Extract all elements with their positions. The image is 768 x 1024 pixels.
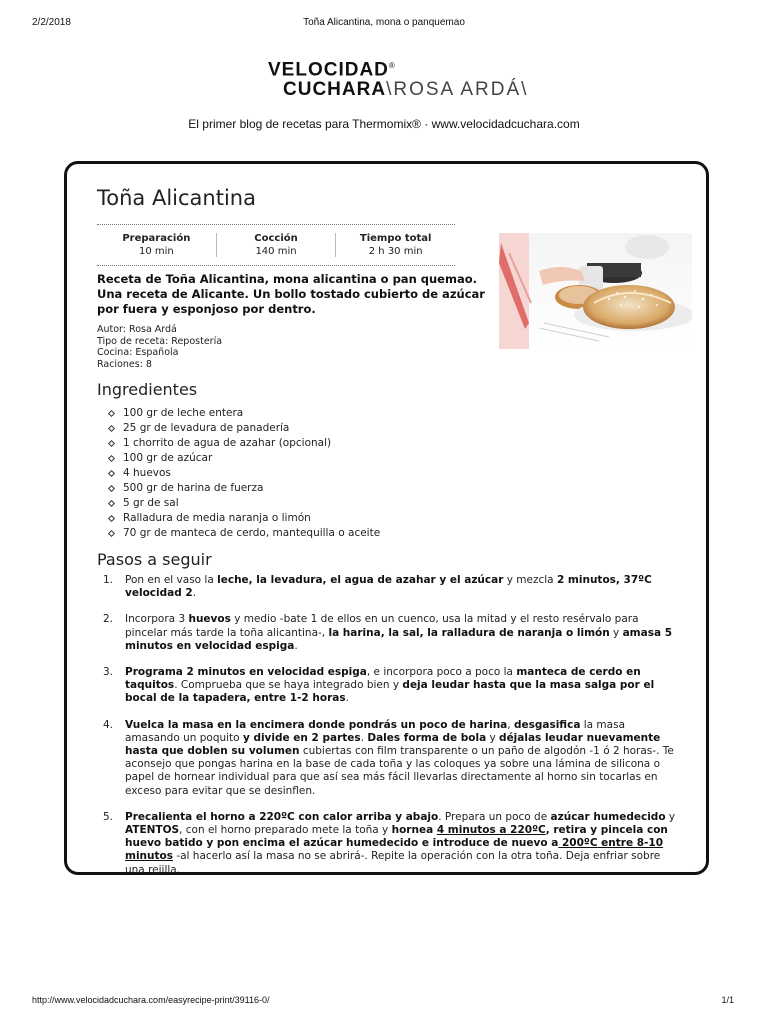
steps-heading: Pasos a seguir [97, 550, 212, 569]
time-value: 10 min [138, 246, 174, 257]
step-fragment: , con el horno preparado mete la toña y [179, 824, 392, 837]
site-logo[interactable] [268, 56, 528, 100]
logo-line2-sub: \ROSA ARDÁ\ [386, 79, 529, 101]
step-emphasis: 4 minutos a 220ºC [436, 824, 546, 837]
step-fragment: cubiertas con film transparente o un paño de algodón -1 ó 2 horas-. Te aconsejo que pongas harina en la base de cada toña y las coloques ya sobre una lámina de silicona o papel de hornear individual para que así sea más fácil llevarlas directamente al horno sin tocarlas en exceso para evitar que se desinflen. [125, 745, 674, 797]
ingredient-item: 4 huevos [105, 466, 380, 481]
recipe-times [97, 224, 455, 266]
step-text [125, 719, 674, 797]
step-fragment: . [345, 692, 349, 705]
recipe-photo [499, 233, 692, 349]
recipe-card [64, 161, 709, 875]
step-emphasis: Vuelca la masa en la encimera donde pondrás un poco de harina [125, 718, 508, 731]
recipe-details [97, 324, 222, 370]
step-fragment: y mezcla [503, 574, 557, 586]
footer-url[interactable]: http://www.velocidadcuchara.com/easyrecipe-print/39116-0/ [32, 995, 270, 1005]
step-fragment: Pon en el vaso la [125, 574, 218, 586]
step-number: 1. [103, 574, 114, 586]
time-label: Cocción [254, 233, 298, 244]
step-emphasis: , retira y pincela con huevo batido y pon encima el azúcar humedecido e introduce de nuevo a [125, 824, 668, 850]
footer-page-number: 1/1 [721, 995, 734, 1005]
step-text [125, 574, 652, 599]
step-emphasis: 200ºC entre 8-10 minutos [125, 837, 664, 863]
time-label: Preparación [122, 233, 191, 244]
detail-type: Tipo de receta: Repostería [97, 335, 223, 347]
step-fragment: , [507, 718, 514, 731]
step-emphasis: amasa 5 minutos en velocidad espiga [125, 626, 673, 652]
ingredient-item: Ralladura de media naranja o limón [105, 511, 380, 526]
step-emphasis: la harina, la sal, la ralladura de naranja o limón [328, 626, 610, 639]
recipe-title: Toña Alicantina [97, 186, 256, 210]
step-number: 5. [103, 810, 114, 823]
step-emphasis: Dales forma de bola [367, 731, 487, 744]
step-text [125, 811, 675, 876]
step-number: 4. [103, 718, 114, 731]
step-fragment: y [486, 731, 500, 744]
step-fragment: . Prepara un poco de [438, 810, 551, 823]
step-emphasis: hornea [391, 824, 437, 837]
step-emphasis: huevos [188, 613, 231, 626]
ingredient-item: 25 gr de levadura de panadería [105, 421, 380, 436]
step-fragment: . Comprueba que se haya integrado bien y [174, 679, 403, 692]
logo-line1: VELOCIDAD [268, 59, 389, 81]
steps-list [103, 574, 683, 890]
step-emphasis: y divide en 2 partes [242, 731, 361, 744]
step-emphasis: desgasifica [513, 718, 581, 731]
step-fragment: y [609, 626, 623, 639]
logo-line2-bold: CUCHARA [283, 79, 387, 101]
step-fragment: . [192, 587, 197, 600]
detail-cuisine: Cocina: Española [97, 347, 179, 358]
step-emphasis: 2 minutos, 37ºC velocidad 2 [125, 574, 652, 600]
time-value: 140 min [255, 246, 297, 257]
ingredient-item: 70 gr de manteca de cerdo, mantequilla o aceite [105, 526, 380, 541]
ingredient-item: 5 gr de sal [105, 496, 380, 511]
print-date: 2/2/2018 [32, 17, 71, 28]
step-emphasis: leche, la levadura, el agua de azahar y el azúcar [217, 574, 504, 586]
step-item [103, 613, 683, 653]
step-fragment: -al hacerlo así la masa no se abrirá-. Repite la operación con la otra toña. Deja enfriar sobre una rejilla. [125, 850, 661, 876]
step-fragment: . [360, 731, 368, 744]
time-prep [97, 233, 217, 257]
recipe-intro: Receta de Toña Alicantina, mona alicantina o pan quemao. Una receta de Alicante. Un bollo tostado cubierto de azúcar por fuera y esponjoso por dentro. [97, 272, 485, 316]
time-value: 2 h 30 min [368, 246, 423, 257]
step-fragment: y medio -bate 1 de ellos en un cuenco, usa la mitad y el resto resérvalo para pincelar más tarde la toña alicantina-, [125, 613, 639, 639]
step-number: 3. [103, 666, 114, 679]
step-fragment: y [665, 810, 676, 823]
ingredient-item: 500 gr de harina de fuerza [105, 481, 380, 496]
step-item [103, 811, 683, 877]
print-page-title: Toña Alicantina, mona o panquemao [303, 17, 465, 28]
time-cook [217, 233, 337, 257]
step-fragment: la masa amasando un poquito [125, 718, 626, 744]
step-emphasis: déjalas leudar nuevamente hasta que doblen su volumen [125, 731, 661, 758]
site-tagline: El primer blog de recetas para Thermomix® · www.velocidadcuchara.com [188, 117, 580, 131]
time-total [336, 233, 455, 257]
step-emphasis: manteca de cerdo en taquitos [125, 666, 641, 692]
step-number: 2. [103, 613, 114, 626]
step-item [103, 719, 683, 798]
step-fragment: . [294, 639, 298, 652]
step-emphasis: azúcar humedecido [550, 810, 666, 823]
step-emphasis: ATENTOS [125, 824, 180, 837]
step-emphasis: Programa 2 minutos en velocidad espiga [125, 666, 367, 679]
step-emphasis: Precalienta el horno a 220ºC con calor arriba y abajo [125, 810, 439, 823]
ingredient-item: 1 chorrito de agua de azahar (opcional) [105, 436, 380, 451]
ingredient-item: 100 gr de azúcar [105, 451, 380, 466]
step-text [125, 613, 672, 651]
time-label: Tiempo total [359, 233, 432, 244]
step-fragment: Incorpora 3 [125, 613, 189, 626]
ingredients-heading: Ingredientes [97, 380, 198, 399]
step-fragment: , e incorpora poco a poco la [366, 666, 517, 679]
step-item [103, 666, 683, 706]
step-text [125, 666, 654, 704]
step-emphasis: deja leudar hasta que la masa salga por el bocal de la tapadera, entre 1-2 horas [125, 679, 655, 705]
detail-servings: Raciones: 8 [97, 358, 152, 370]
step-item [103, 574, 683, 600]
detail-author: Autor: Rosa Ardá [97, 324, 177, 335]
ingredients-list [105, 406, 380, 541]
registered-mark: ® [388, 61, 396, 70]
ingredient-item: 100 gr de leche entera [105, 406, 380, 421]
